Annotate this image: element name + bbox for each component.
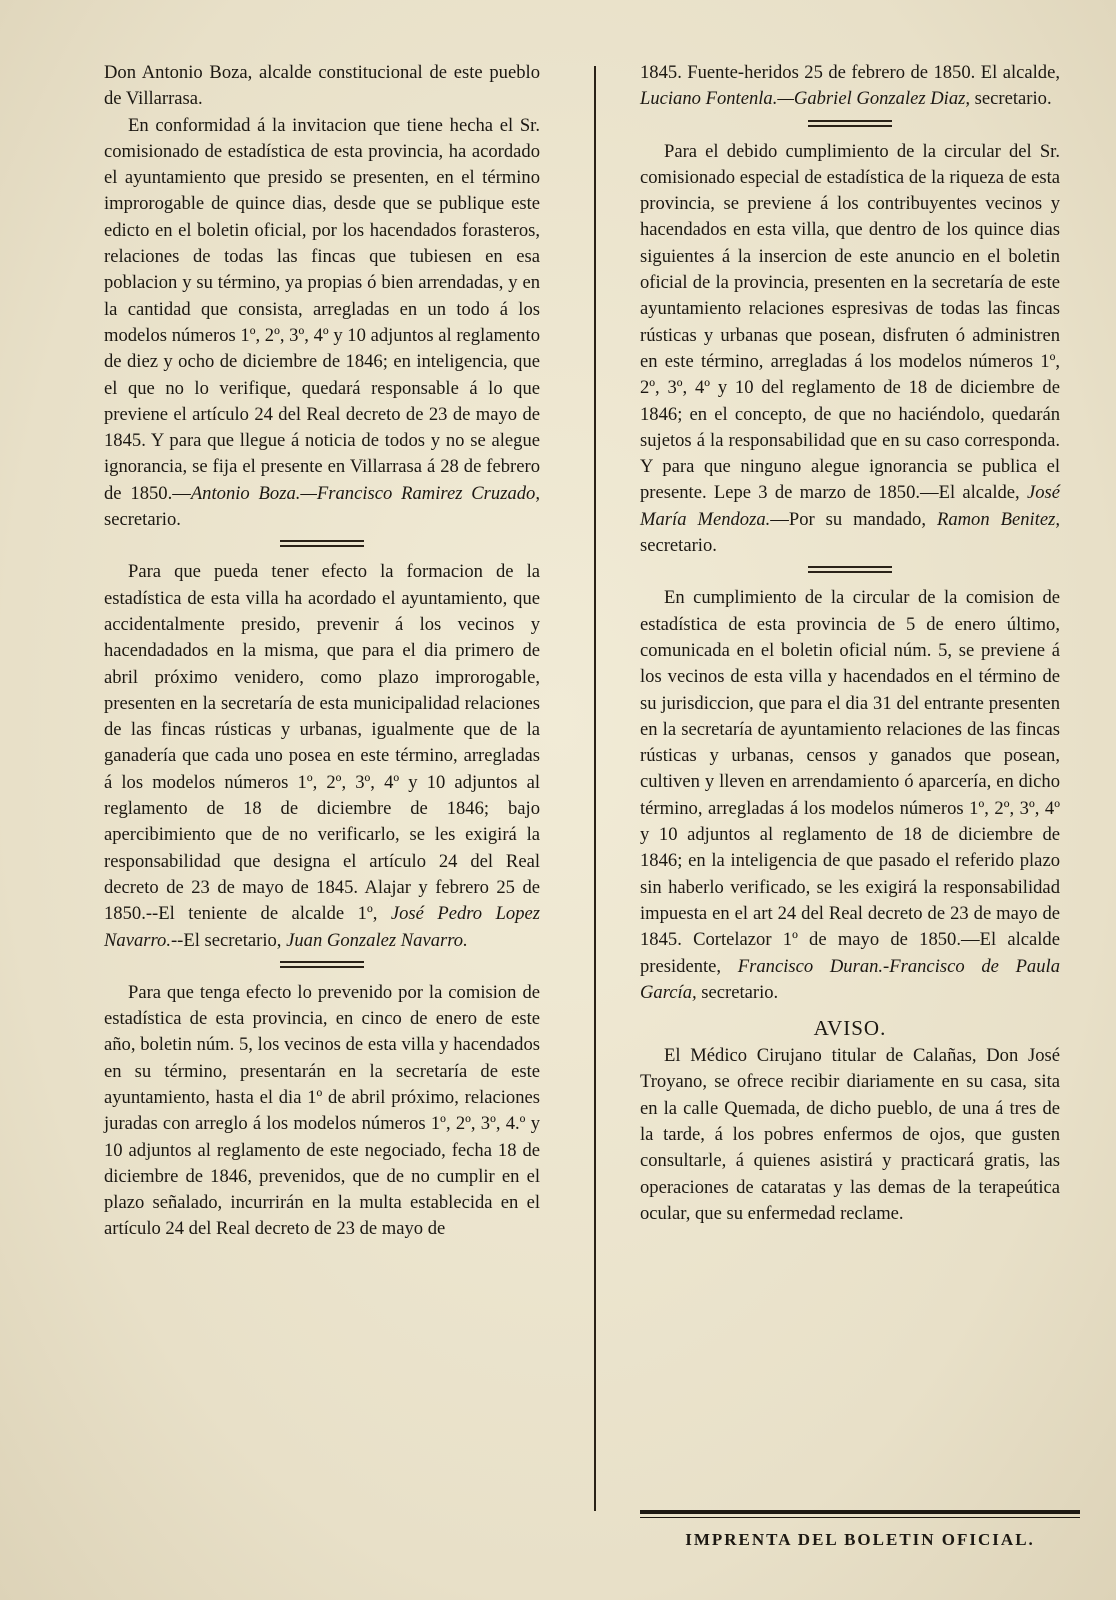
notice-opening: Don Antonio Boza, alcalde constitucional de este pueblo de Villarrasa. bbox=[104, 62, 540, 110]
section-divider bbox=[280, 961, 364, 971]
notice-signature: Francisco Duran.-Francisco de Paula García, bbox=[640, 955, 1060, 1003]
notice-body: 1845. Fuente-heridos 25 de febrero de 1850. El alcalde, Luciano Fontenla.—Gabriel Gonzalez Diaz, secretario. bbox=[640, 62, 1060, 110]
notice-signature-secretary: Ramon Benitez, bbox=[936, 508, 1060, 530]
notice-signature: Luciano Fontenla.—Gabriel Gonzalez Diaz, bbox=[640, 88, 971, 110]
notice-alajar bbox=[104, 559, 540, 953]
section-divider bbox=[808, 120, 892, 130]
notice-fuente-heridos-continued bbox=[640, 60, 1060, 113]
notice-fuente-heridos bbox=[104, 980, 540, 1243]
notice-body: Para que tenga efecto lo prevenido por la comision de estadística de esta provincia, en cinco de enero de este año, boletin núm. 5, los vecinos de esta villa y hacendados en su término, presentarán en la secretaría de este ayuntamiento, hasta el dia 1º de abril próximo, relaciones juradas con arreglo á los modelos números 1º, 2º, 3º, 4.º y 10 adjuntos al reglamento de este negociado, fecha 18 de diciembre de 1846, prevenidos, que de no cumplir en el plazo señalado, incurrirán en la multa establecida en el artículo 24 del Real decreto de 23 de mayo de bbox=[104, 981, 540, 1240]
left-column bbox=[104, 60, 540, 1243]
notice-signature: Antonio Boza.—Francisco Ramirez Cruzado, bbox=[190, 482, 540, 504]
notice-cortelazor bbox=[640, 585, 1060, 1006]
notice-body: Para el debido cumplimiento de la circular del Sr. comisionado especial de estadística de la riqueza de esta provincia, se previene á los contribuyentes vecinos y hacendados en esta villa, que dentro de los quince dias siguientes á la insercion de este anuncio en el boletin oficial de la provincia, presenten en la secretaría de este ayuntamiento relaciones espresivas de todas las fincas rústicas y urbanas que posean, disfruten ó administren en este término, arregladas á los modelos números 1º, 2º, 3º, 4º y 10 del reglamento de 18 de diciembre de 1846; en el concepto, de que no haciéndolo, quedarán sujetos á la responsabilidad que en su caso corresponda. Y para que ninguno alegue ignorancia se publica el presente. Lepe 3 de marzo de 1850.—El alcalde, José María Mendoza.—Por su mandado, Ramon Benitez, secretario. bbox=[640, 140, 1060, 557]
column-divider bbox=[594, 66, 596, 1511]
notice-body: En conformidad á la invitacion que tiene hecha el Sr. comisionado de estadística de esta provincia, ha acordado el ayuntamiento que presido se presenten, en el término improrogable de quince dias, desde que se publique este edicto en el boletin oficial, por los hacendados forasteros, relaciones de todas las fincas que tubiesen en esa poblacion y su término, ya propias ó bien arrendadas, y en la cantidad que consista, arregladas en un todo á los modelos números 1º, 2º, 3º, 4º y 10 adjuntos al reglamento de diez y ocho de diciembre de 1846; en inteligencia, que el que no lo verifique, quedará responsable á lo que previene el artículo 24 del Real decreto de 23 de mayo de 1845. Y para que llegue á noticia de todos y no se alegue ignorancia, se fija el presente en Villarrasa á 28 de febrero de 1850.—Antonio Boza.—Francisco Ramirez Cruzado, secretario. bbox=[104, 114, 540, 531]
section-divider bbox=[280, 540, 364, 550]
notice-villarrasa bbox=[104, 60, 540, 533]
aviso-heading: AVISO. bbox=[813, 1016, 887, 1041]
aviso-body: El Médico Cirujano titular de Calañas, Don José Troyano, se ofrece recibir diariamente en su casa, sita en la calle Quemada, de dicho pueblo, de una á tres de la tarde, á los pobres enfermos de ojos, que gusten consultarle, á quienes asistirá y practicará gratis, las operaciones de cataratas y las demas de la terapeútica ocular, que su enfermedad reclame. bbox=[640, 1045, 1060, 1224]
notice-signature: José Pedro Lopez Navarro. bbox=[104, 903, 540, 951]
printer-imprint: IMPRENTA DEL BOLETIN OFICIAL. bbox=[685, 1530, 1035, 1549]
notice-lepe bbox=[640, 139, 1060, 560]
notice-body: Para que pueda tener efecto la formacion de la estadística de esta villa ha acordado el ayuntamiento, que accidentalmente presido, prevenir á los vecinos y hacendadados en la misma, que para el dia primero de abril próximo venidero, como plazo improrogable, presenten en la secretaría de esta municipalidad relaciones de las fincas rústicas y urbanas, igualmente que de la ganadería que cada uno posea en este término, arregladas á los modelos números 1º, 2º, 3º, 4º y 10 adjuntos al reglamento de 18 de diciembre de 1846; bajo apercibimiento que de no verificarlo, se les exigirá la responsabilidad que designa el artículo 24 del Real decreto de 23 de mayo de 1845. Alajar y febrero 25 de 1850.--El teniente de alcalde 1º, José Pedro Lopez Navarro.--El secretario, Juan Gonzalez Navarro. bbox=[104, 561, 540, 951]
notice-body: En cumplimiento de la circular de la comision de estadística de esta provincia de 5 de enero último, comunicada en el boletin oficial núm. 5, se previene á los vecinos de esta villa y hacendados en el término de su jurisdiccion, que para el dia 31 del entrante presenten en la secretaría de ayuntamiento relaciones de las fincas rústicas y urbanas, censos y ganados que posean, cultiven y lleven en arrendamiento ó aparcería, en dicho término, arregladas á los modelos números 1º, 2º, 3º, 4º y 10 adjuntos al reglamento de 18 de diciembre de 1846; en la inteligencia de que pasado el referido plazo sin haberlo verificado, se les exigirá la responsabilidad impuesta en el art 24 del Real decreto de 23 de mayo de 1845. Cortelazor 1º de mayo de 1850.—El alcalde presidente, Francisco Duran.-Francisco de Paula García, secretario. bbox=[640, 587, 1060, 1003]
footer-rule-thick bbox=[640, 1510, 1080, 1514]
notice-signature: José María Mendoza. bbox=[640, 482, 1060, 530]
footer-rule-thin bbox=[640, 1517, 1080, 1518]
section-divider bbox=[808, 566, 892, 576]
aviso-section bbox=[640, 1016, 1060, 1227]
notice-signature-secretary: Juan Gonzalez Navarro. bbox=[286, 929, 468, 951]
right-column bbox=[640, 60, 1060, 1227]
